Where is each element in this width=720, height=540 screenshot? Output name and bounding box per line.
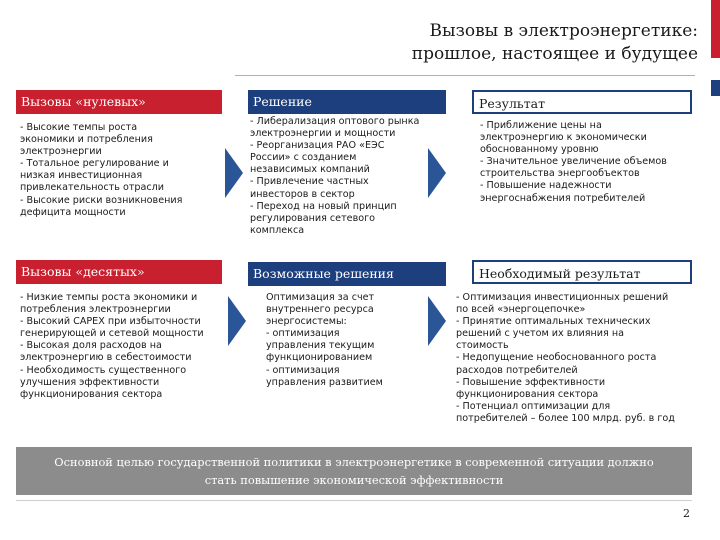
conclusion-line1: Основной целью государственной политики в электроэнергетике в современной ситуации должно xyxy=(54,455,654,469)
bottom-divider xyxy=(16,500,692,501)
arrow-right-icon xyxy=(428,296,446,346)
result-text: - Приближение цены на электроэнергию к экономически обоснованному уровню - Значительное увеличение объемов строительства энергообъектов - Повышение надежности энергоснабжения потребителей xyxy=(480,120,667,204)
result-header: Результат xyxy=(472,90,692,114)
arrow-right-icon xyxy=(225,148,243,198)
solution-header: Решение xyxy=(248,90,446,114)
slide-title xyxy=(238,20,698,66)
title-underline xyxy=(235,75,695,76)
conclusion-line2: стать повышение экономической эффективности xyxy=(204,473,504,487)
edge-stripe-red xyxy=(711,0,720,58)
arrow-right-icon xyxy=(228,296,246,346)
slide-title-line2: прошлое, настоящее и будущее xyxy=(411,44,698,64)
possible-solutions-text: Оптимизация за счет внутреннего ресурса энергосистемы: - оптимизация управления текущим функционированием - оптимизация управления развитием xyxy=(266,292,383,388)
required-result-header: Необходимый результат xyxy=(472,260,692,284)
challenge-zero-text: - Высокие темпы роста экономики и потребления электроэнергии - Тотальное регулирование и низкая инвестиционная привлекательность отрасли - Высокие риски возникновения дефицита мощности xyxy=(20,122,183,218)
slide-title-line1: Вызовы в электроэнергетике: xyxy=(429,21,698,41)
possible-solutions-header: Возможные решения xyxy=(248,262,446,286)
arrow-right-icon xyxy=(428,148,446,198)
required-result-text: - Оптимизация инвестиционных решений по всей «энергоцепочке» - Принятие оптимальных технических решений с учетом их влияния на стоимость - Недопущение необоснованного роста расходов потребителей - Повышение эффективности функционирования сектора - Потенциал оптимизации для потребителей – более 100 млрд. руб. в год xyxy=(456,292,675,424)
solution-text: - Либерализация оптового рынка электроэнергии и мощности - Реорганизация РАО «ЕЭС России» с созданием независимых компаний - Привлечение частных инвесторов в сектор - Переход на новый принцип регулирования сетевого комплекса xyxy=(250,116,420,236)
challenge-tens-header: Вызовы «десятых» xyxy=(16,260,222,284)
challenge-zero-header: Вызовы «нулевых» xyxy=(16,90,222,114)
challenge-tens-text: - Низкие темпы роста экономики и потребления электроэнергии - Высокий CAPEX при избыточности генерирующей и сетевой мощности - Высокая доля расходов на электроэнергию в себестоимости - Необходимость существенного улучшения эффективности функционирования сектора xyxy=(20,292,204,400)
page-number: 2 xyxy=(683,507,690,520)
edge-stripe-blue xyxy=(711,80,720,96)
conclusion-banner xyxy=(16,447,692,495)
